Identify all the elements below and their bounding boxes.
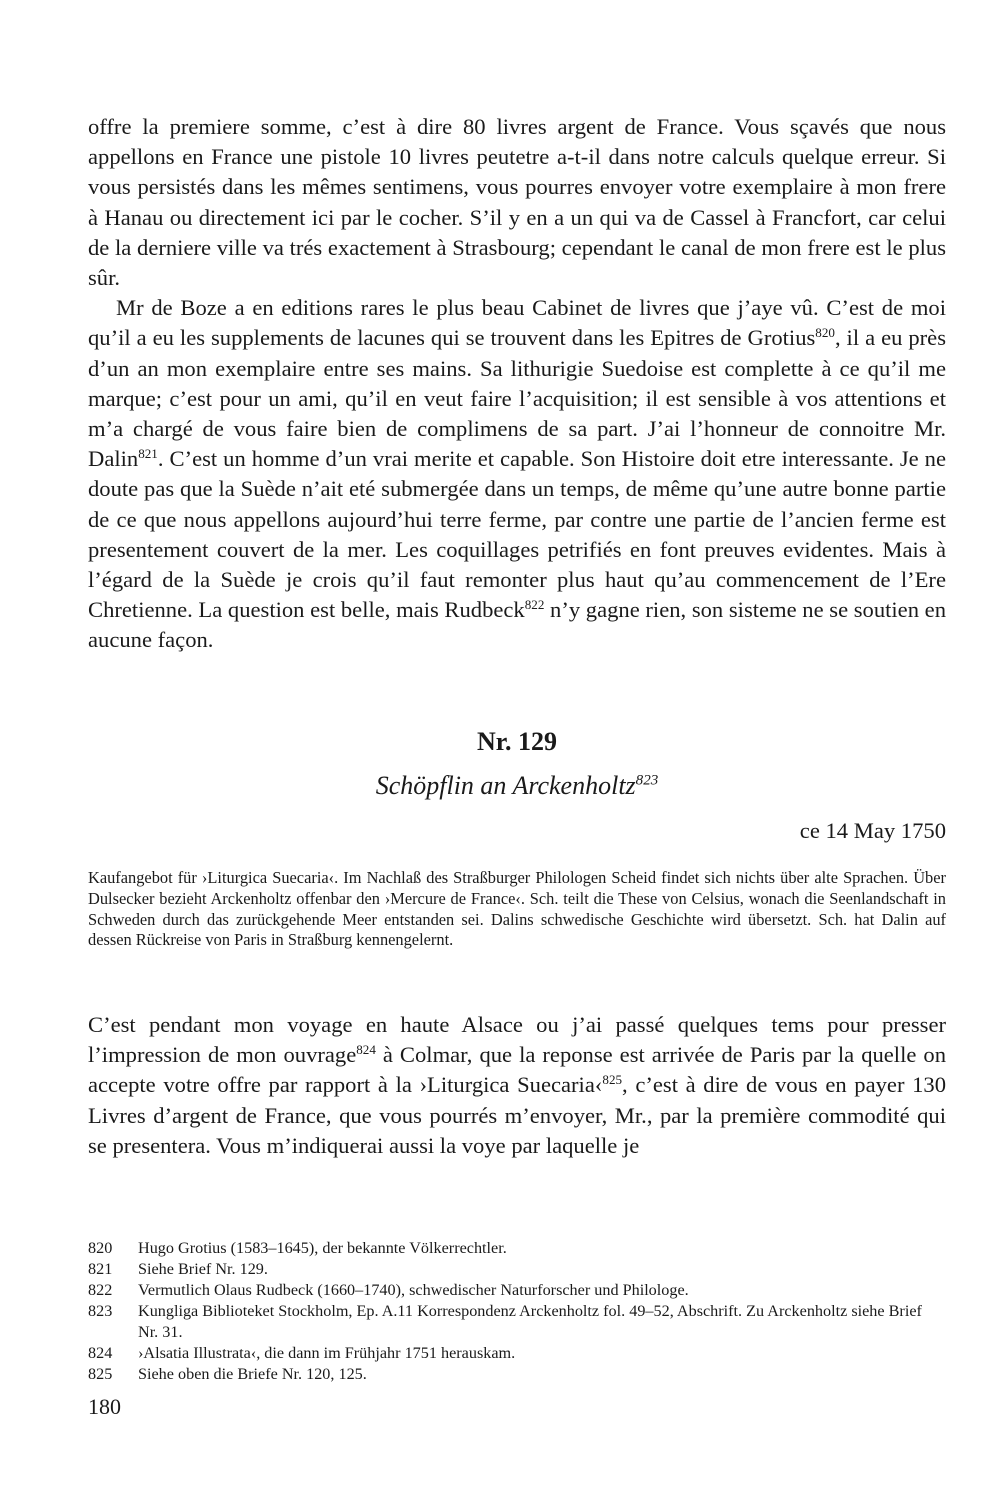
page-number: 180	[88, 1394, 121, 1419]
text-run: Mr de Boze a en editions rares le plus beau Cabinet de livres que j’aye vû. C’est de moi qu’il a eu les supplements de lacunes qui se trouvent dans les Epitres de Grotius	[88, 295, 946, 351]
continued-letter-text	[88, 112, 946, 656]
footnote-ref[interactable]: 822	[524, 597, 545, 613]
footnote-text: Kungliga Biblioteket Stockholm, Ep. A.11 Korrespondenz Arckenholtz fol. 49–52, Abschrift. Zu Arckenholtz siehe Brief Nr. 31.	[138, 1302, 922, 1341]
footnote	[88, 1343, 946, 1364]
text-run: à Colmar, que la reponse est arrivée de Paris par la quelle on accepte votre offre par rapport à la ›Liturgica Suecaria‹	[88, 1042, 946, 1098]
document-page	[88, 112, 946, 1419]
footnote	[88, 1280, 946, 1301]
letter-title	[88, 770, 946, 802]
footnote-number: 825	[88, 1365, 113, 1383]
text-run: , c’est à dire de vous en payer 130 Livres d’argent de France, que vous pourrés m’envoyer, Mr., par la première commodité qui se presentera. Vous m’indiquerai aussi la voye par laquelle je	[88, 1072, 946, 1158]
paragraph	[88, 293, 946, 655]
letter-body	[88, 1010, 946, 1161]
footnote	[88, 1364, 946, 1385]
footnote-number: 823	[88, 1302, 113, 1320]
footnote	[88, 1238, 946, 1259]
text-run: n’y gagne rien, son sisteme ne se soutien en aucune façon.	[88, 597, 946, 653]
paragraph: offre la premiere somme, c’est à dire 80 livres argent de France. Vous sçavés que nous appellons en France une pistole 10 livres peutetre a-t-il dans notre calculs quelque erreur. Si vous persistés dans les mêmes sentimens, vous pourres envoyer votre exemplaire à mon frere à Hanau ou directement ici par le cocher. S’il y en a un qui va de Cassel à Francfort, car celui de la derniere ville va trés exactement à Strasbourg; cependant le canal de mon frere est le plus sûr.	[88, 114, 946, 291]
footnote-text: Siehe oben die Briefe Nr. 120, 125.	[138, 1365, 367, 1383]
footnote-number: 824	[88, 1344, 113, 1362]
text-run: . C’est un homme d’un vrai merite et capable. Son Histoire doit etre interessante. Je ne doute pas que la Suède n’ait eté submergée dans un temps, de même qu’une autre bonne partie de ce que nous appellons aujourd’hui terre ferme, par contre une partie de l’ancien ferme est presentement couvert de la mer. Les coquillages petrifiés en font preuves evidentes. Mais à l’égard de la Suède je crois qu’il faut remonter plus haut qu’au commencement de l’Ere Chretienne. La question est belle, mais Rudbeck	[88, 446, 946, 623]
footnote-ref[interactable]: 825	[602, 1072, 623, 1088]
text-run: , il a eu près d’un an mon exemplaire entre ses mains. Sa lithurigie Suedoise est complette à ce qu’il me marque; c’est pour un ami, qu’il en veut faire l’acquisition; il est sensible à vos attentions et m’a chargé de vous faire bien de complimens de sa part. J’ai l’honneur de connoitre Mr. Dalin	[88, 325, 946, 472]
footnote-ref[interactable]: 821	[138, 446, 158, 462]
letter-number: Nr. 129	[477, 727, 557, 756]
footnote-text: ›Alsatia Illustrata‹, die dann im Frühjahr 1751 herauskam.	[138, 1344, 516, 1362]
footnote-text: Hugo Grotius (1583–1645), der bekannte Völkerrechtler.	[138, 1239, 507, 1257]
letter-summary: Kaufangebot für ›Liturgica Suecaria‹. Im Nachlaß des Straßburger Philologen Scheid findet sich nichts über alte Sprachen. Über Dulsecker bezieht Arckenholtz offenbar den ›Mercure de France‹. Sch. teilt die These von Celsius, wonach die Seenlandschaft in Schweden durch das zurückgehende Meer entstanden sei. Dalins schwedische Geschichte wird übersetzt. Sch. hat Dalin auf dessen Rückreise von Paris in Straßburg kennengelernt.	[88, 868, 946, 950]
footnote-number: 821	[88, 1260, 113, 1278]
footnote-ref[interactable]: 820	[815, 325, 835, 341]
footnotes	[88, 1238, 946, 1385]
paragraph	[88, 1010, 946, 1161]
footnote-number: 822	[88, 1281, 113, 1299]
footnote-text: Siehe Brief Nr. 129.	[138, 1260, 268, 1278]
footnote-text: Vermutlich Olaus Rudbeck (1660–1740), schwedischer Naturforscher und Philologe.	[138, 1281, 689, 1299]
text-run: C’est pendant mon voyage en haute Alsace ou j’ai passé quelques tems pour presser l’impression de mon ouvrage	[88, 1012, 946, 1068]
footnote	[88, 1259, 946, 1280]
footnote-ref[interactable]: 824	[356, 1042, 376, 1058]
letter-date: ce 14 May 1750	[799, 818, 946, 843]
letter-title-text: Schöpflin an Arckenholtz	[375, 771, 636, 800]
footnote-ref[interactable]: 823	[635, 772, 659, 789]
footnote-number: 820	[88, 1239, 113, 1257]
footnote	[88, 1301, 946, 1343]
